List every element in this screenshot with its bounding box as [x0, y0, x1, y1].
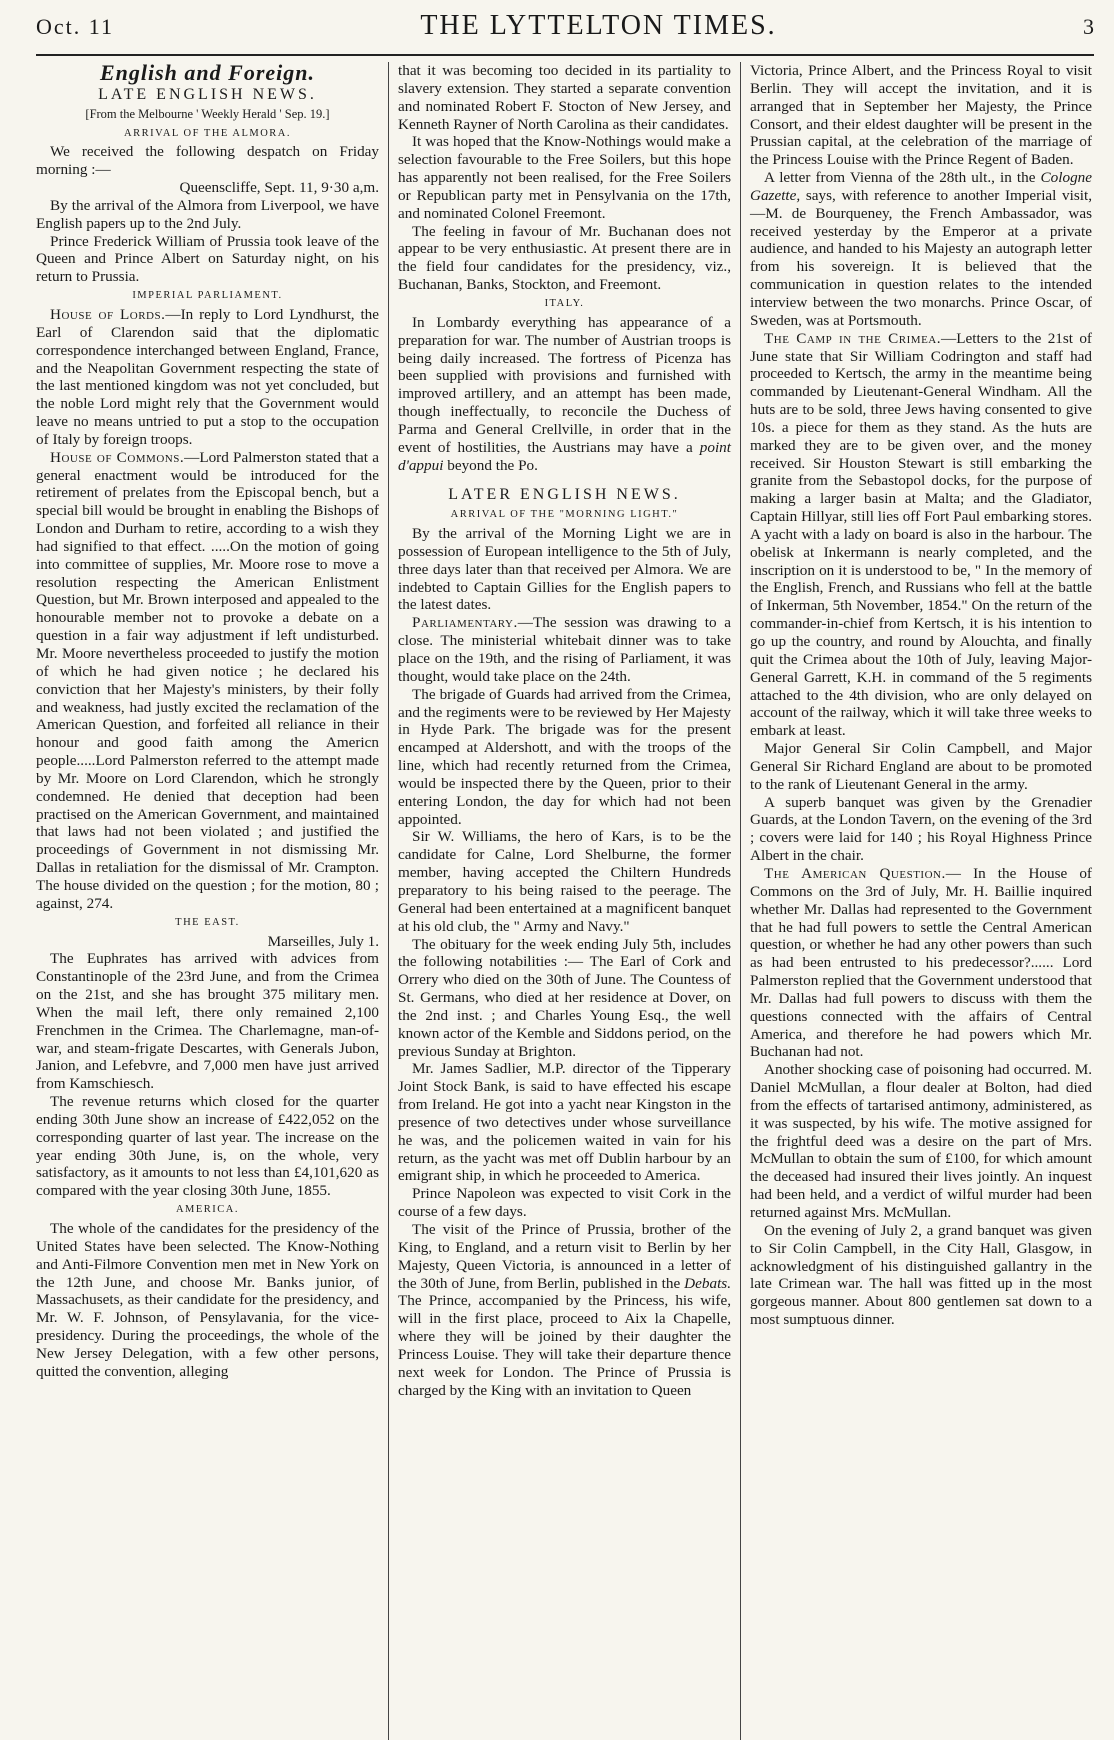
article-columns	[36, 62, 1094, 1740]
paragraph: We received the following despatch on Friday morning :—	[36, 143, 379, 179]
dateline: Marseilles, July 1.	[267, 932, 379, 950]
newspaper-title: THE LYTTELTON TIMES.	[420, 10, 777, 41]
italic-phrase: Cologne Gazette,	[750, 169, 1092, 204]
paragraph: Prince Frederick William of Prussia took leave of the Queen and Prince Albert on Saturday night, on his return to Prussia.	[36, 232, 379, 286]
paragraph-text: —Letters to the 21st of June state that Sir William Codrington and staff had proceeded to Kertsch, the army in the meantime being commanded by Lieutenant-General Windham. All the huts are to be sold, three Jews having consented to give 10s. a piece for them as they stand. As the huts are marked they are to be given over, and the money received. Sir Houston Stewart is still embarking the granite from the Sebastopol docks, for the purpose of making a larger basin at Malta; and the Gladiator, Captain Hillyar, still lies off Fort Paul embarking stores. A yacht with a lady on board is also in the harbour. The obelisk at Inkermann is nearly completed, and the inscription on it is understood to be, " In the memory of the English, French, and Russians who fell at the battle of Inkerman, 5th November, 1854." On the return of the commander-in-chief from Kertsch, it is his intention to go up the country, and round by Alouchta, and finally quit the Crimea about the 10th of July, leaving Major-General Garrett, K.H. in command of the 5 regiments attached to the 4th division, who are only delayed on account of the railway, which it will take three weeks to embark at least.	[750, 329, 1092, 740]
paragraph: Sir W. Williams, the hero of Kars, is to be the candidate for Calne, Lord Shelburne, the former member, having accepted the Chiltern Hundreds preparatory to his being raised to the peerage. The General had been entertained at a magnificent banquet at his old club, the " Army and Navy."	[398, 828, 731, 935]
paragraph	[398, 314, 731, 475]
italic-phrase: point d'appui	[398, 438, 731, 474]
paragraph: The revenue returns which closed for the quarter ending 30th June show an increase of £422,052 on the corresponding quarter of last year. The increase on the year ending 30th June, is, on the whole, very satisfactory, as it amounts to not less than £4,101,620 as compared with the year closing 30th June, 1855.	[36, 1093, 379, 1200]
paragraph	[36, 449, 379, 913]
paragraph: On the evening of July 2, a grand banquet was given to Sir Colin Campbell, in the City Hall, Glasgow, in acknowledgment of his distinguished gallantry in the late Crimean war. The hall was fitted up in the most gorgeous manner. About 800 gentlemen sat down to a most sumptuous dinner.	[750, 1221, 1092, 1329]
paragraph	[398, 614, 731, 685]
subhead-the-east: THE EAST.	[175, 916, 240, 928]
paragraph: Another shocking case of poisoning had occurred. M. Daniel McMullan, a flour dealer at Bolton, had died from the effects of tartarised antimony, administered, as it was suspected, by his wife. The motive assigned for the frightful deed was a desire on the part of Mrs. McMullan to obtain the sum of £100, for which amount the deceased had insured their lives jointly. An inquest had been held, and a verdict of wilful murder had been returned against Mrs. McMullan.	[750, 1061, 1092, 1221]
lead-in: House of Lords.	[50, 305, 166, 323]
source-line: [From the Melbourne ' Weekly Herald ' Sep. 19.]	[85, 106, 330, 121]
paragraph: Prince Napoleon was expected to visit Cork in the course of a few days.	[398, 1185, 731, 1221]
section-title: English and Foreign.	[99, 62, 315, 85]
paragraph: Major General Sir Colin Campbell, and Major General Sir Richard England are about to be promoted to the rank of Lieutenant General in the army.	[750, 740, 1092, 793]
paragraph	[750, 330, 1092, 740]
paragraph-text: In Lombardy everything has appearance of a preparation for war. The number of Austrian troops is being daily increased. The fortress of Picenza has been supplied with provisions and furnished with improved artillery, and an attempt has been made, though ineffectually, to reconcile the Duchess of Parma and General Crellville, in order that in the event of hostilities, the Austrians may have a	[398, 313, 731, 456]
paragraph-text: The visit of the Prince of Prussia, brother of the King, to England, and a return visit to Berlin by her Majesty, Queen Victoria, is announced in a letter of the 30th of June, from Berlin, published in the	[398, 1221, 731, 1292]
masthead	[36, 10, 1094, 56]
column-1	[36, 62, 388, 1740]
subhead-italy: ITALY.	[544, 297, 585, 309]
paragraph: The whole of the candidates for the presidency of the United States have been selected. The Know-Nothing and Anti-Filmore Convention men met in New York on the 12th June, and choose Mr. Banks junior, of Massachusets, as their candidate for the presidency, and Mr. W. F. Johnson, of Pensylavania, for the vice-presidency. During the proceedings, the whole of the New Jersey Delegation, with a few other persons, quitted the convention, alleging	[36, 1220, 379, 1380]
paragraph	[36, 306, 379, 449]
paragraph-text: says, with reference to another Imperial visit,—M. de Bourqueney, the French Ambassador, was received yesterday by the Emperor at a private audience, and handed to his Majesty an autograph letter from his sovereign. It is believed that the communication in question relates to the intended interview between the two monarchs. Prince Oscar, of Sweden, was at Portsmouth.	[750, 186, 1092, 329]
dateline: Queenscliffe, Sept. 11, 9·30 a,m.	[179, 179, 379, 197]
headline-later-english-news: LATER ENGLISH NEWS.	[448, 486, 681, 504]
paragraph-text: — In the House of Commons on the 3rd of July, Mr. H. Baillie inquired whether Mr. Dallas had represented to the Government that he had full powers to settle the Central American question, or whether he had any other powers than such as had been entrusted to his predecessor?...... Lord Palmerston replied that the Government understood that Mr. Dallas had full powers to discuss with them the questions connected with the affairs of Central America, and therefore he had powers which Mr. Buchanan had not.	[750, 864, 1092, 1061]
paragraph	[750, 865, 1092, 1061]
lead-in: The Camp in the Crimea.	[764, 329, 942, 347]
paragraph: Mr. James Sadlier, M.P. director of the Tipperary Joint Stock Bank, is said to have effected his escape from Ireland. He got into a yacht near Kingston in the presence of two detectives under whose surveillance he was, and the policemen waited in vain for his return, as the yacht was met off Dublin harbour by an emigrant ship, in which he proceeded to America.	[398, 1060, 731, 1185]
paragraph-text: The Prince, accompanied by the Princess, his wife, will in the first place, proceed to Aix la Chapelle, where they will be joined by their daughter the Princess Louise. They will take their departure thence next week for London. The Prince of Prussia is charged by the King with an invitation to Queen	[398, 1292, 731, 1399]
lead-in: The American Question.	[764, 864, 946, 882]
subhead-imperial-parliament: IMPERIAL PARLIAMENT.	[132, 290, 283, 302]
paragraph: A superb banquet was given by the Grenadier Guards, at the London Tavern, on the evening of the 3rd ; covers were laid for 140 ; his Royal Highness Prince Albert in the chair.	[750, 793, 1092, 865]
paragraph-text: —The session was drawing to a close. The ministerial whitebait dinner was to take place on the 19th, and the rising of Parliament, it was thought, would take place on the 24th.	[398, 614, 731, 685]
issue-date: Oct. 11	[36, 14, 114, 39]
paragraph: By the arrival of the Almora from Liverpool, we have English papers up to the 2nd July.	[36, 196, 379, 232]
paragraph: Victoria, Prince Albert, and the Princess Royal to visit Berlin. They will accept the invitation, and it is arranged that in September her Majesty, the Prince Consort, and their eldest daughter will be present in the Prussian capital, at the celebration of the marriage of the Princess Louise with the Prince Regent of Baden.	[750, 62, 1092, 169]
paragraph: It was hoped that the Know-Nothings would make a selection favourable to the Free Soilers, but this hope has apparently not been realised, for the Free Soilers or Republican party met in Pensylvania on the 17th, and nominated Colonel Freemont.	[398, 133, 731, 222]
paragraph: The Euphrates has arrived with advices from Constantinople of the 23rd June, and from the Crimea on the 21st, and she has brought 375 military men. When the mail left, there only remained 2,100 Frenchmen in the Crimea. The Charlemagne, man-of-war, and steam-frigate Descartes, with Generals Jubon, Janion, and Lefebvre, and 7,000 men have just arrived from Kamschiesch.	[36, 950, 379, 1093]
paragraph-text: beyond the Po.	[447, 456, 538, 474]
subhead-arrival-morning-light: ARRIVAL OF THE "MORNING LIGHT."	[450, 509, 679, 521]
lead-in: House of Commons.	[50, 448, 185, 466]
paragraph: By the arrival of the Morning Light we are in possession of European intelligence to the 5th of July, three days later than that received per Almora. We are indebted to Captain Gillies for the English papers to the latest dates.	[398, 525, 731, 614]
lead-in: Parliamentary.	[412, 614, 518, 632]
column-3	[740, 62, 1092, 1740]
column-2	[388, 62, 740, 1740]
headline-late-english-news: LATE ENGLISH NEWS.	[98, 85, 317, 103]
paragraph	[750, 169, 1092, 330]
page-number: 3	[1083, 14, 1094, 39]
paragraph: The obituary for the week ending July 5th, includes the following notabilities :— The Earl of Cork and Orrery who died on the 30th of June. The Countess of St. Germans, who died at her residence at Dover, on the 2nd inst. ; and Charles Young Esq., the well known actor of the Kemble and Siddons period, on the previous Sunday at Brighton.	[398, 935, 731, 1060]
subhead-america: AMERICA.	[175, 1204, 240, 1216]
paragraph-text: —Lord Palmerston stated that a general enactment would be introduced for the retirement of prelates from the Episcopal bench, but a special bill would be brought in enabling the Bishops of London and Durham to retire, according to a wish they had signified to that effect. .....On the motion of going into committee of supplies, Mr. Moore rose to move a resolution respecting the American Enlistment Question, but Mr. Brown interposed and appealed to the honourable member not to provoke a debate on a question in a fair way adjustment if left undisturbed. Mr. Moore nevertheless proceeded to justify the motion of which he had given notice ; he declared his conviction that her Majesty's ministers, by their folly and weakness, had justly excited the reclamation of the American Question, and forfeited all reliance in their honour and good faith among the Americn people.....Lord Palmerston referred to the attempt made by Mr. Moore on Lord Clarendon, which he strongly condemned. He denied that deception had been practised on the American Government, and maintained that laws had not been violated ; and justified the proceedings of Government in not dismissing Mr. Dallas in retaliation for the dismissal of Mr. Crampton. The house divided on the question ; for the motion, 80 ; against, 274.	[36, 448, 379, 912]
paragraph-text: A letter from Vienna of the 28th ult., in the	[764, 169, 1036, 187]
paragraph-text: —In reply to Lord Lyndhurst, the Earl of Clarendon said that the diplomatic correspondence interchanged between England, France, and the Neapolitan Government respecting the state of the last mentioned kingdom was not yet concluded, but the noble Lord might rely that the Government would leave no means untried to put a stop to the occupation of Italy by foreign troops.	[36, 305, 380, 448]
paragraph	[398, 1221, 731, 1399]
italic-phrase: Debats.	[684, 1274, 731, 1292]
paragraph: The feeling in favour of Mr. Buchanan does not appear to be very enthusiastic. At present there are in the field four candidates for the presidency, viz., Buchanan, Banks, Stockton, and Freemont.	[398, 222, 731, 294]
subhead-arrival-almora: ARRIVAL OF THE ALMORA.	[124, 127, 291, 139]
paragraph: that it was becoming too decided in its partiality to slavery extension. They started a separate convention and nominated Robert F. Stocton of New Jersey, and Kenneth Rayner of North Carolina as their candidates.	[398, 62, 731, 133]
paragraph: The brigade of Guards had arrived from the Crimea, and the regiments were to be reviewed by Her Majesty in Hyde Park. The brigade was for the present encamped at Aldershott, and with the troops of the line, which had recently returned from the Crimea, would be inspected there by the Queen, prior to their entering London, the day for which had not been appointed.	[398, 685, 731, 828]
